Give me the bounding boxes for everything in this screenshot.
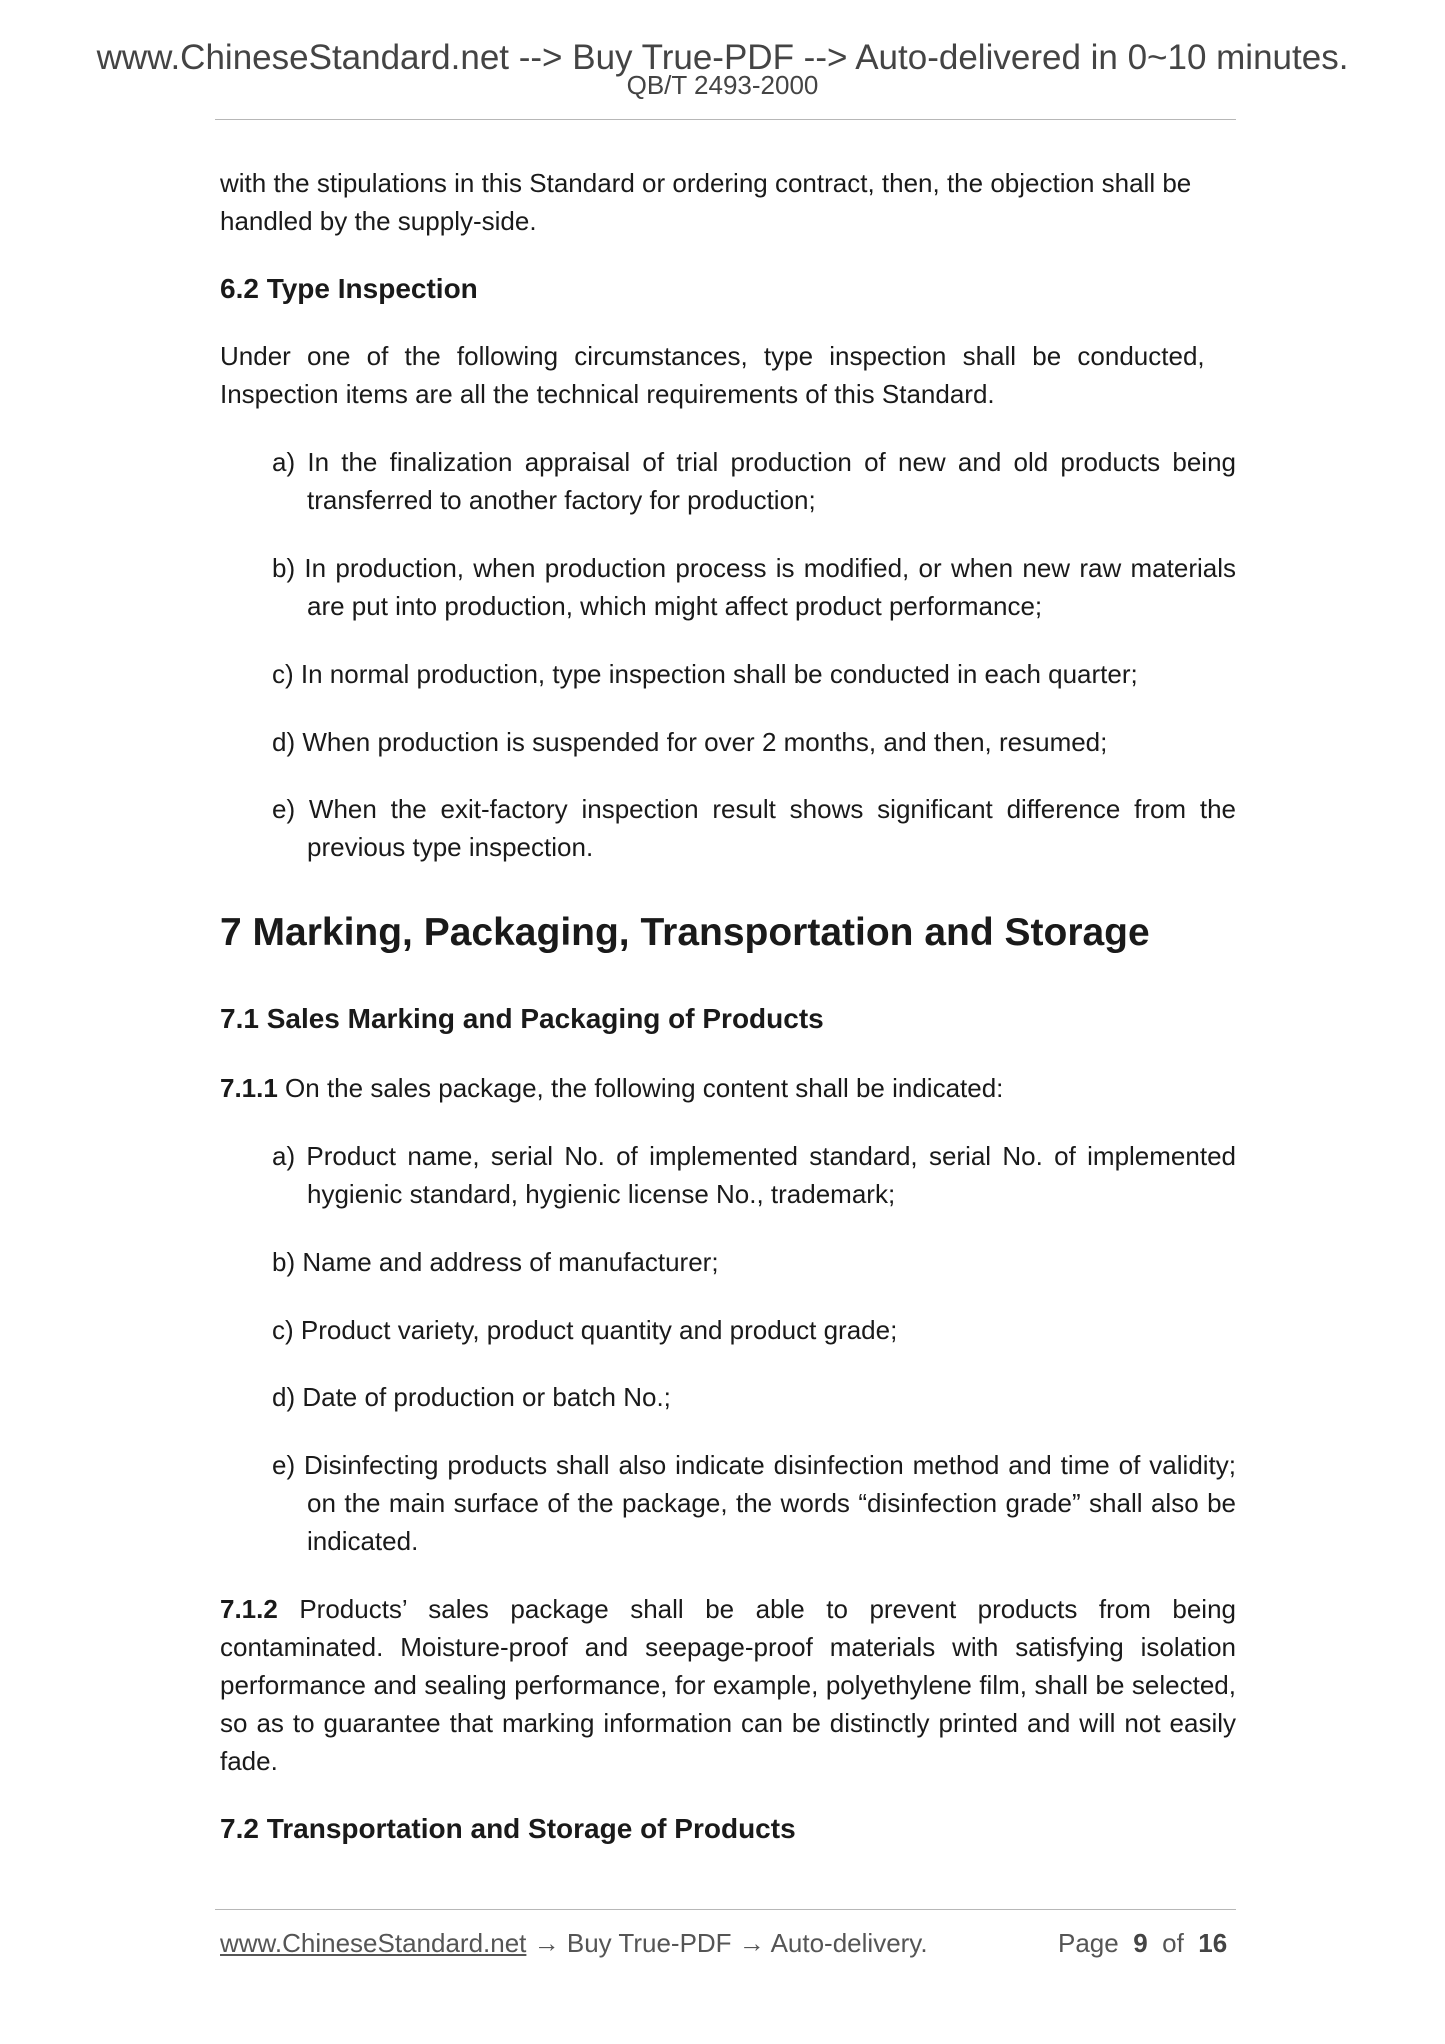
site-banner: www.ChineseStandard.net --> Buy True-PDF --> Auto-delivered in 0~10 minutes. [96,38,1349,77]
footer-divider [215,1909,1236,1910]
list-item: a) In the finalization appraisal of trial production of new and old products being transferred to another factory for production; [272,447,1236,515]
list-item: d) Date of production or batch No.; [272,1382,671,1412]
paragraph-line: Under one of the following circumstances, type inspection shall be conducted, [220,341,1205,371]
footer-promo-text: → Buy True-PDF → Auto-delivery. [526,1928,928,1958]
header-divider [215,119,1236,120]
document-id: QB/T 2493-2000 [626,70,819,100]
paragraph-line: handled by the supply-side. [220,206,537,236]
section-heading-7-1: 7.1 Sales Marking and Packaging of Products [220,1003,824,1034]
page-label: Page [1058,1928,1119,1958]
page-total: 16 [1198,1928,1228,1958]
list-item: e) Disinfecting products shall also indicate disinfection method and time of validity; on the main surface of the package, the words “disinfection grade” shall also be indicated. [272,1450,1236,1556]
clause-7-1-1 [220,1069,1236,1107]
site-link[interactable]: www.ChineseStandard.net [220,1928,527,1958]
section-heading-6-2: 6.2 Type Inspection [220,273,478,304]
clause-number: 7.1.1 [220,1073,278,1103]
page-indicator [1058,1926,1227,1960]
paragraph-line: with the stipulations in this Standard or ordering contract, then, the objection shall be [220,168,1192,198]
clause-7-1-2 [220,1590,1236,1780]
clause-number: 7.1.2 [220,1594,278,1624]
footer-promo [220,1926,928,1960]
list-item: b) In production, when production process is modified, or when new raw materials are put into production, which might affect product performance; [272,553,1236,621]
list-item: d) When production is suspended for over 2 months, and then, resumed; [272,727,1108,757]
list-item: a) Product name, serial No. of implemented standard, serial No. of implemented hygienic standard, hygienic license No., trademark; [272,1141,1236,1209]
list-item: e) When the exit-factory inspection result shows significant difference from the previous type inspection. [272,794,1236,862]
list-item: b) Name and address of manufacturer; [272,1247,719,1277]
page-number: 9 [1133,1928,1148,1958]
paragraph-line: Inspection items are all the technical requirements of this Standard. [220,379,995,409]
of-label: of [1162,1928,1184,1958]
chapter-heading-7: 7 Marking, Packaging, Transportation and Storage [220,911,1150,954]
list-item: c) Product variety, product quantity and product grade; [272,1315,898,1345]
clause-text: Products’ sales package shall be able to prevent products from being contaminated. Moisture-proof and seepage-proof materials with satisfying isolation performance and sealing performance, for example, polyethylene film, shall be selected, so as to guarantee that marking information can be distinctly printed and will not easily fade. [220,1594,1236,1776]
list-item: c) In normal production, type inspection shall be conducted in each quarter; [272,659,1138,689]
clause-text: On the sales package, the following content shall be indicated: [277,1073,1004,1103]
section-heading-7-2: 7.2 Transportation and Storage of Products [220,1813,796,1844]
